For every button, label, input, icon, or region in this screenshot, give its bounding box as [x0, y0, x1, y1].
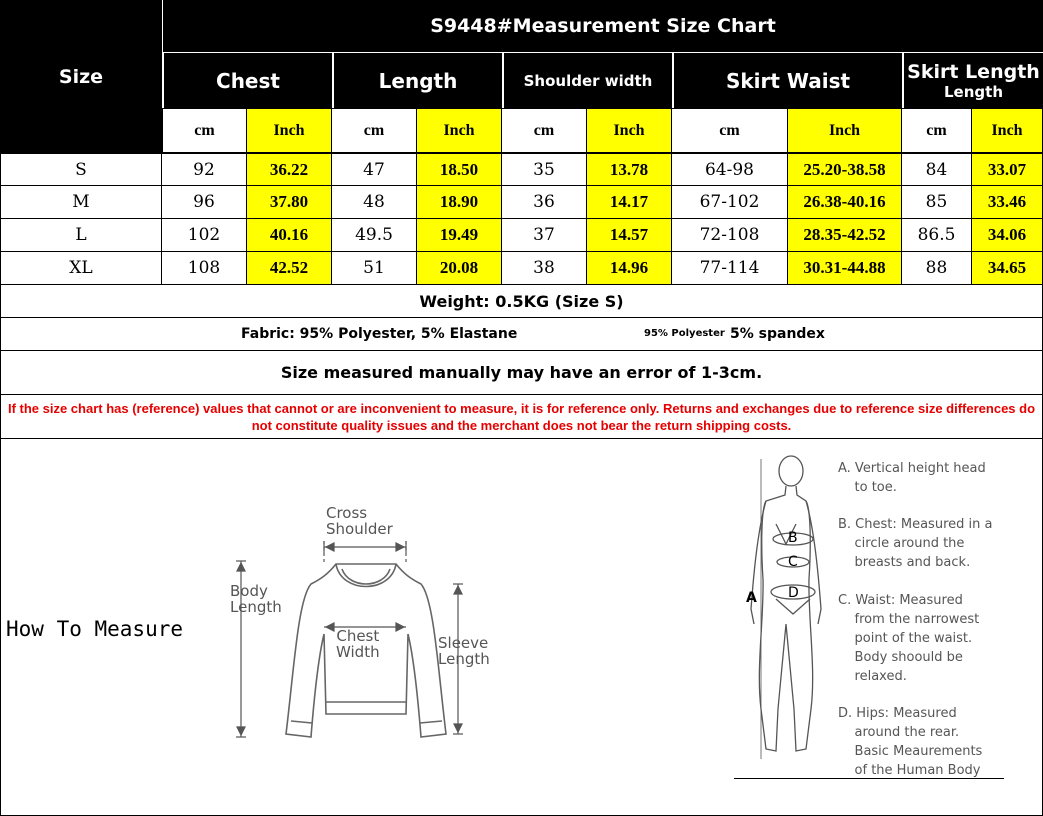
- weight-row: [0, 285, 1043, 318]
- chest-inch-cell: 37.80: [247, 186, 332, 219]
- shoulder-inch-cell: 14.57: [587, 219, 672, 252]
- shoulder-header: Shoulder width: [503, 53, 672, 108]
- shoulder-cm-header: cm: [502, 108, 587, 153]
- note-d: D. Hips: Measured around the rear. Basic Meaurements of the Human Body: [838, 706, 983, 778]
- size-cell: M: [0, 186, 162, 219]
- fabric-row: [0, 318, 1043, 351]
- shoulder-cm-cell: 37: [502, 219, 587, 252]
- shoulder-inch-cell: 14.96: [587, 252, 672, 285]
- warning-row: [0, 395, 1043, 439]
- fabric-text: Fabric: 95% Polyester, 5% Elastane: [241, 326, 518, 342]
- size-header: Size: [0, 0, 162, 153]
- skirt-waist-cm-cell: 77-114: [672, 252, 788, 285]
- chest-cm-cell: 96: [162, 186, 247, 219]
- length-cm-header: cm: [332, 108, 417, 153]
- shoulder-cm-cell: 36: [502, 186, 587, 219]
- length-inch-cell: 19.49: [417, 219, 502, 252]
- length-header: Length: [333, 53, 502, 108]
- skirt-waist-cm-cell: 64-98: [672, 153, 788, 186]
- chest-cm-cell: 108: [162, 252, 247, 285]
- length-inch-header: Inch: [417, 108, 502, 153]
- body-length-label: Body Length: [230, 582, 282, 616]
- length-cm-cell: 51: [332, 252, 417, 285]
- chest-inch-cell: 42.52: [247, 252, 332, 285]
- shoulder-cm-cell: 35: [502, 153, 587, 186]
- sleeve-length-label: Sleeve Length: [438, 634, 490, 668]
- skirt-waist-inch-header: Inch: [788, 108, 902, 153]
- body-diagram: [736, 449, 836, 769]
- chest-cm-header: cm: [162, 108, 247, 153]
- skirt-waist-inch-cell: 26.38-40.16: [788, 186, 902, 219]
- skirt-waist-cm-header: cm: [672, 108, 788, 153]
- note-c: C. Waist: Measured from the narrowest point of the waist. Body shoould be relaxed.: [838, 593, 980, 684]
- chest-inch-cell: 36.22: [247, 153, 332, 186]
- size-cell: L: [0, 219, 162, 252]
- body-label-c: C: [788, 554, 798, 570]
- error-note-row: [0, 351, 1043, 395]
- skirt-waist-inch-cell: 25.20-38.58: [788, 153, 902, 186]
- size-cell: XL: [0, 252, 162, 285]
- skirt-length-inch-cell: 34.06: [972, 219, 1043, 252]
- skirt-length-cm-cell: 86.5: [902, 219, 972, 252]
- skirt-waist-inch-cell: 28.35-42.52: [788, 219, 902, 252]
- chest-cm-cell: 92: [162, 153, 247, 186]
- skirt-length-cm-cell: 84: [902, 153, 972, 186]
- length-cm-cell: 49.5: [332, 219, 417, 252]
- skirt-length-inch-cell: 33.07: [972, 153, 1043, 186]
- skirt-waist-header: Skirt Waist: [673, 53, 902, 108]
- shoulder-inch-cell: 13.78: [587, 153, 672, 186]
- shoulder-inch-cell: 14.17: [587, 186, 672, 219]
- skirt-length-cm-header: cm: [902, 108, 972, 153]
- note-a: A. Vertical height head to toe.: [838, 461, 986, 495]
- skirt-length-header: Skirt Length Length: [903, 53, 1043, 108]
- chest-inch-header: Inch: [247, 108, 332, 153]
- skirt-length-cm-cell: 85: [902, 186, 972, 219]
- chest-width-label: Chest Width: [336, 627, 380, 661]
- cross-shoulder-label: Cross Shoulder: [326, 504, 393, 538]
- warning-text: If the size chart has (reference) values that cannot or are inconvenient to measure, it is for reference only. Returns and exchanges due to reference size differences do not constitute quality issues and the merchant does not bear the return shipping costs.: [7, 400, 1036, 433]
- skirt-length-inch-header: Inch: [972, 108, 1043, 153]
- length-inch-cell: 18.90: [417, 186, 502, 219]
- skirt-length-inch-cell: 33.46: [972, 186, 1043, 219]
- skirt-length-inch-cell: 34.65: [972, 252, 1043, 285]
- fabric-spandex-text: 5% spandex: [730, 326, 825, 342]
- chest-cm-cell: 102: [162, 219, 247, 252]
- shoulder-inch-header: Inch: [587, 108, 672, 153]
- weight-text: Weight: 0.5KG (Size S): [419, 291, 624, 311]
- chest-header: Chest: [163, 53, 332, 108]
- chest-inch-cell: 40.16: [247, 219, 332, 252]
- size-cell: S: [0, 153, 162, 186]
- note-b: B. Chest: Measured in a circle around the breasts and back.: [838, 517, 993, 570]
- skirt-waist-cm-cell: 67-102: [672, 186, 788, 219]
- length-inch-cell: 20.08: [417, 252, 502, 285]
- length-inch-cell: 18.50: [417, 153, 502, 186]
- error-note-text: Size measured manually may have an error of 1-3cm.: [280, 363, 763, 382]
- how-to-measure-section: [0, 439, 1043, 816]
- body-label-b: B: [788, 530, 798, 546]
- length-cm-cell: 47: [332, 153, 417, 186]
- skirt-length-cm-cell: 88: [902, 252, 972, 285]
- body-label-d: D: [788, 585, 799, 601]
- body-label-a: A: [746, 590, 757, 606]
- how-to-measure-label: How To Measure: [6, 617, 184, 641]
- length-cm-cell: 48: [332, 186, 417, 219]
- fabric-small-text: 95% Polyester: [644, 328, 725, 339]
- shoulder-cm-cell: 38: [502, 252, 587, 285]
- skirt-waist-inch-cell: 30.31-44.88: [788, 252, 902, 285]
- size-chart-title: S9448#Measurement Size Chart: [162, 0, 1043, 52]
- skirt-waist-cm-cell: 72-108: [672, 219, 788, 252]
